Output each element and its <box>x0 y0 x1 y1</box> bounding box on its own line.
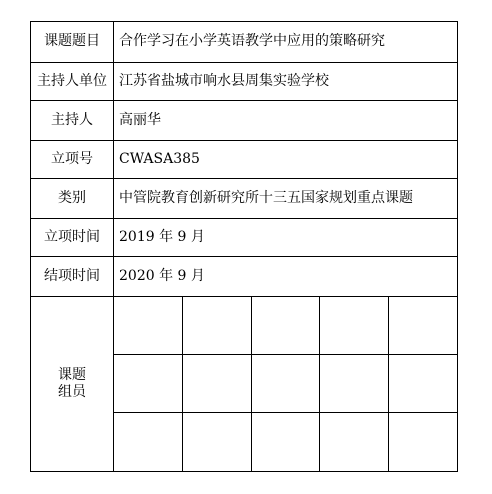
category-value: 中管院教育创新研究所十三五国家规划重点课题 <box>114 178 458 218</box>
approval-date-label: 立项时间 <box>31 218 114 256</box>
members-label-line1: 课题 <box>58 366 86 383</box>
members-grid-row <box>114 355 457 413</box>
category-label: 类别 <box>31 178 114 218</box>
member-cell <box>114 413 183 471</box>
member-cell <box>388 297 457 355</box>
topic-label: 课题题目 <box>31 22 114 62</box>
approval-date-value: 2019 年 9 月 <box>114 218 458 256</box>
members-grid-row <box>114 413 457 471</box>
host-unit-label: 主持人单位 <box>31 62 114 100</box>
member-cell <box>251 355 320 413</box>
completion-date-value: 2020 年 9 月 <box>114 256 458 296</box>
table-row <box>31 178 457 218</box>
members-label <box>31 296 114 471</box>
table-row <box>31 22 457 62</box>
member-cell <box>183 355 252 413</box>
project-number-label: 立项号 <box>31 140 114 178</box>
members-grid-cell <box>114 296 458 471</box>
host-value: 高丽华 <box>114 100 458 140</box>
host-unit-value: 江苏省盐城市响水县周集实验学校 <box>114 62 458 100</box>
members-grid-row <box>114 297 457 355</box>
members-row <box>31 296 457 471</box>
member-cell <box>320 355 389 413</box>
table-row <box>31 218 457 256</box>
project-info-form <box>30 21 458 472</box>
table-row <box>31 140 457 178</box>
member-cell <box>388 355 457 413</box>
member-cell <box>251 297 320 355</box>
member-cell <box>320 297 389 355</box>
member-cell <box>114 355 183 413</box>
table-row <box>31 256 457 296</box>
member-cell <box>388 413 457 471</box>
topic-value: 合作学习在小学英语教学中应用的策略研究 <box>114 22 458 62</box>
member-cell <box>183 297 252 355</box>
member-cell <box>320 413 389 471</box>
table-row <box>31 100 457 140</box>
host-label: 主持人 <box>31 100 114 140</box>
table-row <box>31 62 457 100</box>
completion-date-label: 结项时间 <box>31 256 114 296</box>
member-cell <box>183 413 252 471</box>
member-cell <box>251 413 320 471</box>
project-info-table <box>31 22 457 471</box>
project-number-value: CWASA385 <box>114 140 458 178</box>
member-cell <box>114 297 183 355</box>
members-label-line2: 组员 <box>58 383 86 400</box>
members-grid <box>114 297 457 472</box>
